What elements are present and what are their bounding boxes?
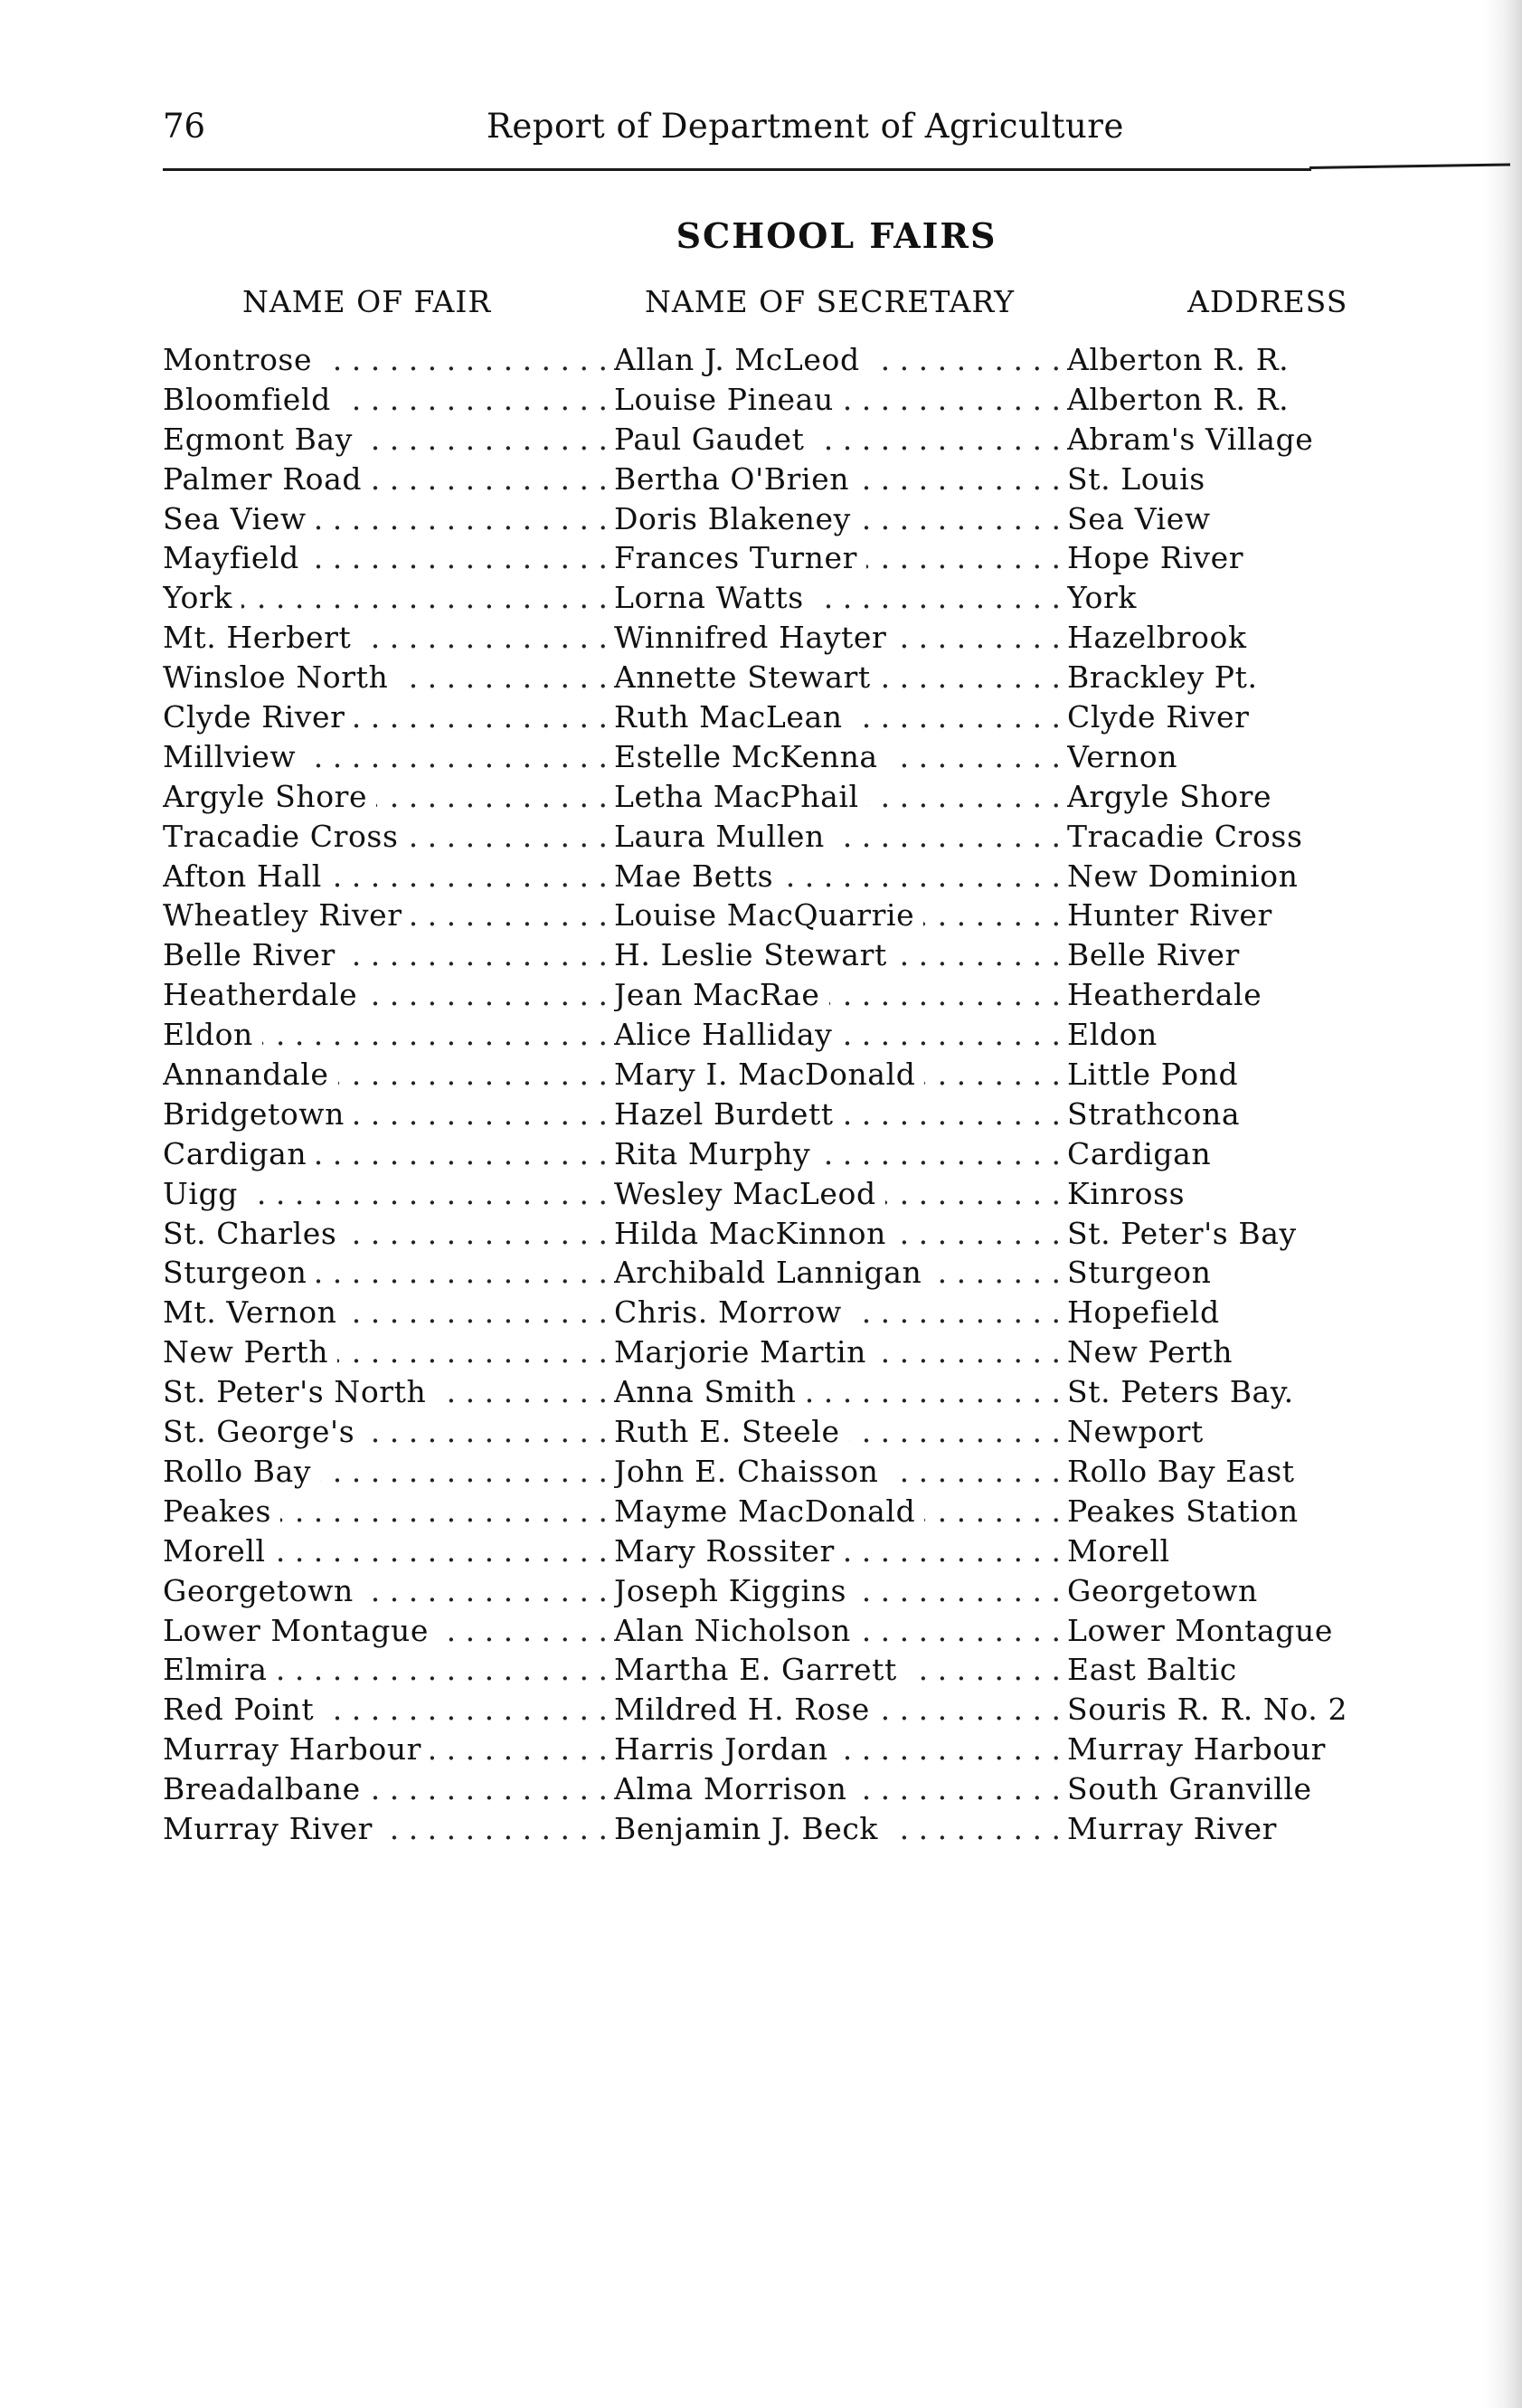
table-row [0,538,1522,578]
address-cell-text: Hazelbrook [1067,620,1247,656]
table-row [0,935,1522,975]
fair-name-cell [163,1174,608,1214]
secretary-name-cell-text: Lorna Watts [614,580,813,615]
secretary-name-cell-text: Annette Stewart [614,659,880,695]
header-rule-tail [1309,164,1510,169]
address-cell [1067,935,1456,975]
address-cell-text: Heatherdale [1067,977,1262,1013]
fair-name-cell [163,1253,608,1293]
secretary-name-cell [614,1412,1061,1452]
secretary-name-cell-text: Estelle McKenna [614,739,887,774]
address-cell-text: Brackley Pt. [1067,659,1258,696]
secretary-name-cell-text: Winnifred Hayter [614,620,895,655]
address-cell [1067,1293,1456,1332]
secretary-name-cell [614,578,1061,618]
address-cell [1067,658,1456,697]
address-cell [1067,1452,1456,1492]
secretary-name-cell [614,1253,1061,1293]
secretary-name-cell [614,1531,1061,1571]
address-cell [1067,1174,1456,1214]
fair-name-cell [163,460,608,499]
address-cell [1067,1730,1456,1769]
fair-name-cell [163,578,608,618]
address-cell [1067,1055,1456,1095]
page-header [163,107,1194,161]
secretary-name-cell-text: Chris. Morrow [614,1294,851,1330]
table-row [0,1095,1522,1134]
secretary-name-cell-text: Hilda MacKinnon [614,1216,895,1251]
secretary-name-cell [614,777,1061,817]
secretary-name-cell [614,896,1061,935]
address-cell [1067,1809,1456,1849]
address-cell [1067,1611,1456,1651]
address-cell-text: Morell [1067,1532,1170,1569]
fair-name-cell-text: Breadalbane [163,1771,370,1806]
table-row [0,420,1522,460]
secretary-name-cell [614,1332,1061,1372]
secretary-name-cell-text: Alan Nicholson [614,1613,860,1648]
fair-name-cell [163,1134,608,1174]
fair-name-cell-text: Murray Harbour [163,1731,430,1767]
secretary-name-cell [614,1571,1061,1611]
secretary-name-cell [614,1293,1061,1332]
address-cell [1067,857,1456,896]
secretary-name-cell-text: Paul Gaudet [614,422,814,457]
fair-name-cell [163,1055,608,1095]
address-cell [1067,1372,1456,1412]
address-cell-text: Alberton R. R. [1067,381,1290,417]
table-row [0,1134,1522,1174]
fair-name-cell [163,1769,608,1809]
table-row [0,1174,1522,1214]
address-cell-text: Hope River [1067,540,1244,576]
fair-name-cell-text: Millview [163,739,305,774]
column-headers [0,284,1522,324]
page-number: 76 [163,107,206,146]
secretary-name-cell [614,460,1061,499]
table-row [0,1412,1522,1452]
table-row [0,1650,1522,1690]
secretary-name-cell [614,1769,1061,1809]
secretary-name-cell-text: Louise Pineau [614,382,843,417]
secretary-name-cell-text: John E. Chaisson [614,1454,888,1489]
address-cell-text: Clyde River [1067,699,1250,735]
table-row [0,1055,1522,1095]
table-row [0,777,1522,817]
fair-name-cell [163,1492,608,1531]
address-cell [1067,1571,1456,1611]
fair-name-cell [163,499,608,539]
table-row [0,1531,1522,1571]
address-cell-text: Eldon [1067,1017,1158,1053]
secretary-name-cell-text: Archibald Lannigan [614,1255,931,1290]
secretary-name-cell [614,1372,1061,1412]
fair-name-cell-text: St. Charles [163,1216,345,1251]
address-cell-text: Strathcona [1067,1095,1241,1132]
address-cell-text: Tracadie Cross [1067,818,1303,854]
address-cell [1067,578,1456,618]
fair-name-cell [163,1809,608,1849]
fair-name-cell [163,1650,608,1690]
fair-name-cell [163,1015,608,1055]
secretary-name-cell-text: Alma Morrison [614,1771,856,1806]
fair-name-cell-text: Peakes [163,1493,280,1529]
secretary-name-cell-text: Ruth MacLean [614,699,852,735]
secretary-name-cell-text: Letha MacPhail [614,779,868,814]
table-row [0,1015,1522,1055]
address-cell [1067,1769,1456,1809]
fair-name-cell-text: Sea View [163,501,316,536]
table-row [0,1690,1522,1730]
secretary-name-cell [614,857,1061,896]
secretary-name-cell [614,420,1061,460]
secretary-name-cell-text: Louise MacQuarrie [614,897,923,933]
fair-name-cell [163,975,608,1015]
fair-name-cell [163,1214,608,1254]
fair-name-cell-text: Mayfield [163,540,308,575]
fair-name-cell-text: Argyle Shore [163,779,376,814]
table-row [0,896,1522,935]
address-cell-text: Alberton R. R. [1067,342,1290,377]
secretary-name-cell [614,737,1061,777]
fair-name-cell [163,1730,608,1769]
secretary-name-cell-text: Ruth E. Steele [614,1414,849,1449]
fair-name-cell [163,538,608,578]
address-cell [1067,1015,1456,1055]
address-cell [1067,1531,1456,1571]
fair-name-cell [163,420,608,460]
table-row [0,1611,1522,1651]
fair-name-cell-text: Montrose [163,342,321,377]
secretary-name-cell [614,658,1061,697]
header-rule [163,168,1311,171]
secretary-name-cell [614,538,1061,578]
section-title: SCHOOL FAIRS [676,215,997,256]
fair-name-cell [163,658,608,697]
table-row [0,460,1522,499]
table-row [0,857,1522,896]
address-cell [1067,1253,1456,1293]
address-cell-text: St. Peters Bay. [1067,1374,1294,1410]
table-row [0,975,1522,1015]
fair-name-cell-text: Red Point [163,1692,323,1727]
column-header-secretary: NAME OF SECRETARY [645,284,1016,319]
address-cell-text: Abram's Village [1067,421,1314,457]
table-row [0,697,1522,737]
fair-name-cell-text: Bloomfield [163,382,340,417]
secretary-name-cell [614,380,1061,420]
fair-name-cell [163,1293,608,1332]
secretary-name-cell [614,1650,1061,1690]
fair-name-cell [163,737,608,777]
secretary-name-cell-text: Alice Halliday [614,1017,841,1052]
fair-name-cell-text: Eldon [163,1017,262,1052]
fair-name-cell-text: Annandale [163,1057,338,1092]
address-cell-text: Murray River [1067,1810,1277,1846]
secretary-name-cell [614,975,1061,1015]
fair-name-cell-text: Belle River [163,937,345,972]
address-cell-text: New Dominion [1067,858,1299,894]
secretary-name-cell-text: Mae Betts [614,858,782,894]
fair-name-cell [163,1690,608,1730]
address-cell [1067,737,1456,777]
address-cell [1067,460,1456,499]
fair-name-cell-text: Sturgeon [163,1255,316,1290]
fair-name-cell-text: Tracadie Cross [163,819,407,854]
secretary-name-cell-text: Martha E. Garrett [614,1652,906,1687]
address-cell [1067,618,1456,658]
fair-name-cell [163,1531,608,1571]
address-cell [1067,777,1456,817]
fair-name-cell [163,1412,608,1452]
table-row [0,1214,1522,1254]
address-cell-text: St. Peter's Bay [1067,1215,1297,1251]
secretary-name-cell [614,935,1061,975]
fair-name-cell [163,1571,608,1611]
table-row [0,1809,1522,1849]
secretary-name-cell-text: H. Leslie Stewart [614,937,896,972]
address-cell-text: Peakes Station [1067,1493,1299,1529]
address-cell [1067,1412,1456,1452]
fair-name-cell [163,1095,608,1134]
address-cell [1067,896,1456,935]
address-cell-text: New Perth [1067,1334,1234,1370]
table-row [0,1571,1522,1611]
address-cell-text: Argyle Shore [1067,778,1272,814]
table-row [0,1492,1522,1531]
table-row [0,1730,1522,1769]
fair-name-cell [163,618,608,658]
fair-name-cell-text: Rollo Bay [163,1454,320,1489]
fair-name-cell-text: Heatherdale [163,977,366,1012]
address-cell [1067,420,1456,460]
address-cell [1067,975,1456,1015]
fair-name-cell [163,857,608,896]
address-cell [1067,1332,1456,1372]
fair-name-cell [163,1332,608,1372]
secretary-name-cell [614,618,1061,658]
address-cell-text: East Baltic [1067,1652,1237,1688]
table-row [0,737,1522,777]
address-cell [1067,817,1456,857]
secretary-name-cell [614,1809,1061,1849]
fair-name-cell-text: Bridgetown [163,1096,354,1132]
secretary-name-cell [614,1690,1061,1730]
fair-name-cell-text: Georgetown [163,1573,363,1608]
table-row [0,1332,1522,1372]
fair-name-cell-text: Palmer Road [163,461,371,497]
table-row [0,658,1522,697]
fair-name-cell-text: New Perth [163,1334,337,1370]
secretary-name-cell-text: Laura Mullen [614,819,834,854]
address-cell [1067,538,1456,578]
fair-name-cell [163,1452,608,1492]
secretary-name-cell [614,817,1061,857]
address-cell-text: Belle River [1067,937,1240,973]
secretary-name-cell-text: Allan J. McLeod [614,342,869,377]
secretary-name-cell-text: Harris Jordan [614,1731,837,1767]
fair-name-cell [163,777,608,817]
fair-name-cell-text: Wheatley River [163,897,411,933]
table-row [0,1769,1522,1809]
secretary-name-cell [614,1611,1061,1651]
table-row [0,618,1522,658]
address-cell-text: Souris R. R. No. 2 [1067,1692,1348,1728]
address-cell-text: Hunter River [1067,897,1272,934]
address-cell [1067,1650,1456,1690]
address-cell-text: South Granville [1067,1771,1312,1807]
column-header-fair: NAME OF FAIR [242,284,492,319]
secretary-name-cell-text: Mary Rossiter [614,1533,844,1569]
secretary-name-cell [614,1015,1061,1055]
secretary-name-cell-text: Anna Smith [614,1374,805,1409]
address-cell-text: Hopefield [1067,1294,1220,1331]
address-cell-text: Cardigan [1067,1135,1212,1171]
address-cell [1067,340,1456,380]
fair-name-cell [163,1372,608,1412]
secretary-name-cell-text: Jean MacRae [614,977,829,1012]
secretary-name-cell-text: Mildred H. Rose [614,1692,879,1727]
secretary-name-cell [614,1214,1061,1254]
secretary-name-cell-text: Doris Blakeney [614,501,860,536]
fair-name-cell-text: Elmira [163,1652,277,1687]
fair-name-cell-text: Winsloe North [163,659,397,695]
fair-name-cell-text: Egmont Bay [163,422,362,457]
address-cell-text: Kinross [1067,1175,1186,1211]
address-cell-text: Lower Montague [1067,1612,1333,1648]
fair-name-cell-text: Mt. Vernon [163,1294,346,1330]
secretary-name-cell [614,1174,1061,1214]
table-row [0,1253,1522,1293]
secretary-name-cell [614,697,1061,737]
secretary-name-cell-text: Benjamin J. Beck [614,1811,887,1846]
address-cell-text: St. Louis [1067,460,1205,497]
secretary-name-cell-text: Hazel Burdett [614,1096,843,1132]
fair-name-cell-text: Clyde River [163,699,355,735]
fair-name-cell [163,697,608,737]
table-row [0,817,1522,857]
secretary-name-cell-text: Bertha O'Brien [614,461,858,497]
fair-name-cell [163,896,608,935]
fair-name-cell-text: Lower Montague [163,1613,438,1648]
address-cell [1067,1214,1456,1254]
school-fairs-table [0,340,1522,1849]
fair-name-cell-text: St. George's [163,1414,364,1449]
secretary-name-cell-text: Mayme MacDonald [614,1493,924,1529]
secretary-name-cell-text: Marjorie Martin [614,1334,875,1370]
table-row [0,340,1522,380]
address-cell-text: York [1067,580,1137,616]
address-cell-text: Little Pond [1067,1057,1239,1093]
address-cell [1067,1095,1456,1134]
running-title: Report of Department of Agriculture [487,107,1124,146]
secretary-name-cell-text: Mary I. MacDonald [614,1057,924,1092]
address-cell-text: Sturgeon [1067,1255,1212,1291]
fair-name-cell [163,1611,608,1651]
fair-name-cell [163,817,608,857]
address-cell-text: Rollo Bay East [1067,1453,1295,1489]
table-row [0,499,1522,539]
address-cell [1067,380,1456,420]
address-cell-text: Georgetown [1067,1572,1258,1608]
fair-name-cell [163,340,608,380]
table-row [0,380,1522,420]
address-cell [1067,499,1456,539]
secretary-name-cell [614,499,1061,539]
column-header-address: ADDRESS [1187,284,1348,319]
fair-name-cell-text: York [163,580,241,615]
fair-name-cell-text: Murray River [163,1811,382,1846]
address-cell-text: Vernon [1067,738,1178,774]
fair-name-cell-text: Cardigan [163,1136,316,1171]
fair-name-cell-text: Morell [163,1533,275,1569]
address-cell [1067,1492,1456,1531]
table-row [0,1372,1522,1412]
address-cell [1067,697,1456,737]
address-cell [1067,1690,1456,1730]
table-row [0,578,1522,618]
table-row [0,1293,1522,1332]
secretary-name-cell-text: Rita Murphy [614,1136,819,1171]
address-cell-text: Sea View [1067,500,1211,536]
secretary-name-cell [614,1730,1061,1769]
address-cell-text: Newport [1067,1414,1204,1450]
fair-name-cell [163,935,608,975]
secretary-name-cell-text: Wesley MacLeod [614,1176,885,1211]
address-cell [1067,1134,1456,1174]
fair-name-cell-text: St. Peter's North [163,1374,435,1409]
secretary-name-cell [614,1055,1061,1095]
fair-name-cell-text: Afton Hall [163,858,331,894]
table-row [0,1452,1522,1492]
fair-name-cell-text: Mt. Herbert [163,620,360,655]
fair-name-cell-text: Uigg [163,1176,247,1211]
secretary-name-cell [614,1492,1061,1531]
secretary-name-cell [614,340,1061,380]
secretary-name-cell [614,1134,1061,1174]
secretary-name-cell [614,1095,1061,1134]
secretary-name-cell-text: Frances Turner [614,540,866,575]
secretary-name-cell-text: Joseph Kiggins [614,1573,856,1608]
address-cell-text: Murray Harbour [1067,1731,1327,1768]
secretary-name-cell [614,1452,1061,1492]
fair-name-cell [163,380,608,420]
